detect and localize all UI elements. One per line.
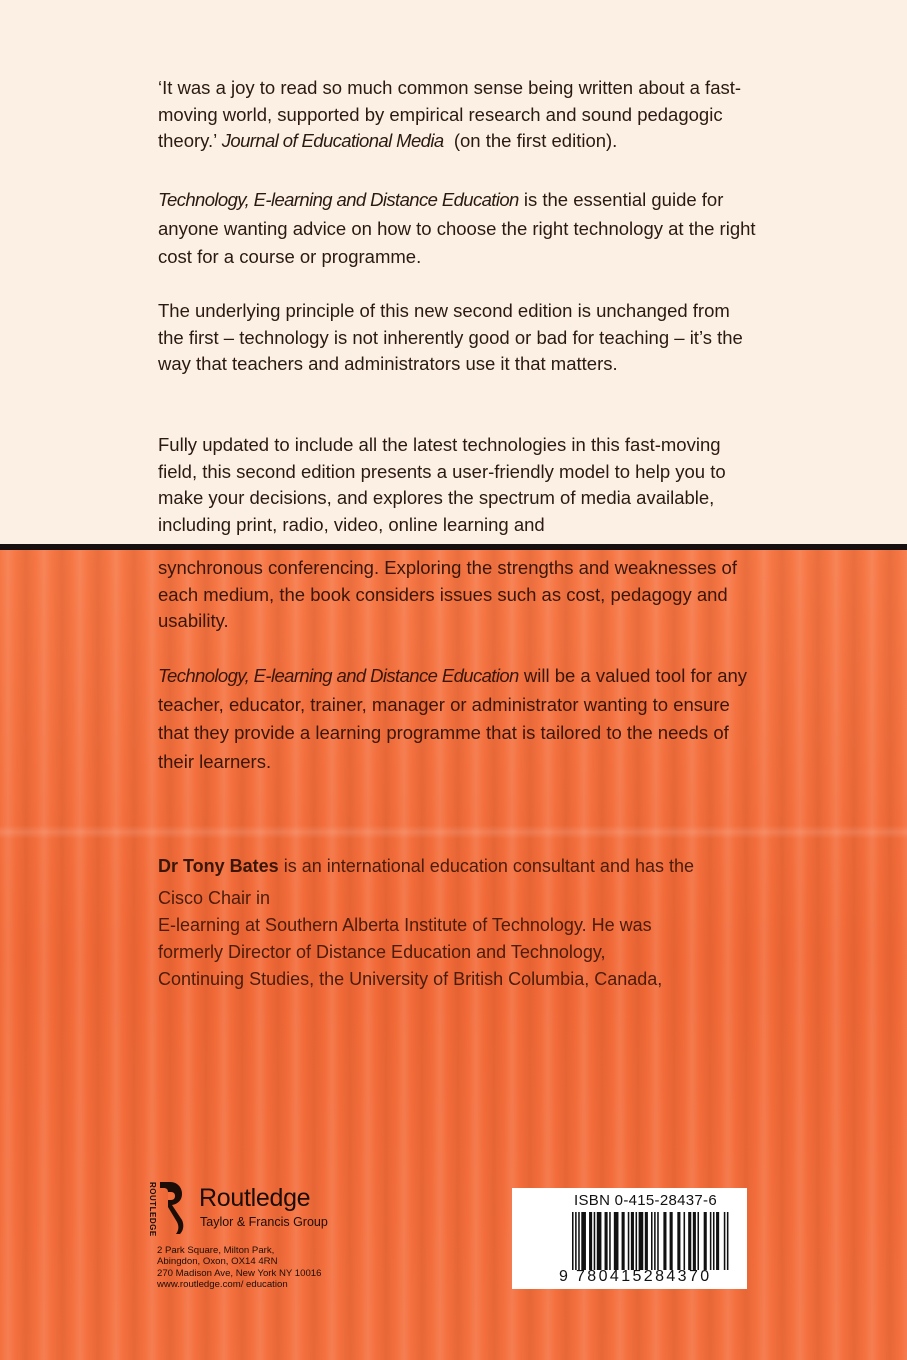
author-line-5: Continuing Studies, the University of British Columbia, Canada, bbox=[158, 969, 663, 989]
address-line: 2 Park Square, Milton Park, bbox=[157, 1245, 275, 1256]
author-line-2: Cisco Chair in bbox=[158, 888, 271, 908]
barcode-bar bbox=[605, 1212, 608, 1270]
closing-paragraph bbox=[158, 662, 758, 776]
barcode-bar bbox=[622, 1212, 625, 1270]
author-line-1: Dr Tony Bates is an international education consultant and has the bbox=[158, 856, 695, 876]
barcode-bar bbox=[688, 1212, 691, 1270]
barcode-bar bbox=[636, 1212, 638, 1270]
barcode-bar bbox=[572, 1212, 574, 1270]
intro-paragraph bbox=[158, 186, 758, 272]
ean-digits: 780415284370 bbox=[576, 1268, 712, 1285]
routledge-logo-icon bbox=[154, 1180, 184, 1236]
barcode-bar bbox=[597, 1212, 602, 1270]
intro-text: is the essential guide for anyone wanting advice on how to choose the right technology at the right cost for a course or programme. bbox=[158, 189, 756, 267]
barcode-bar bbox=[713, 1212, 715, 1270]
barcode-bar bbox=[589, 1212, 592, 1270]
book-title: Technology, E-learning and Distance Education bbox=[158, 189, 519, 210]
barcode-bar bbox=[645, 1212, 648, 1270]
barcode-bar bbox=[677, 1212, 680, 1270]
barcode-bar bbox=[693, 1212, 696, 1270]
barcode-bar bbox=[716, 1212, 719, 1270]
closing-book-title: Technology, E-learning and Distance Education bbox=[158, 665, 519, 686]
barcode-bar bbox=[727, 1212, 729, 1270]
barcode-bar bbox=[663, 1212, 666, 1270]
barcode-icon bbox=[572, 1212, 730, 1270]
barcode-bar bbox=[724, 1212, 726, 1270]
ean-first-digit: 9 bbox=[559, 1268, 568, 1285]
barcode-bar bbox=[639, 1212, 644, 1270]
author-bio bbox=[158, 853, 778, 993]
barcode-bar bbox=[578, 1212, 580, 1270]
publisher-group: Taylor & Francis Group bbox=[200, 1215, 328, 1229]
author-line-4: formerly Director of Distance Education and Technology, bbox=[158, 942, 606, 962]
quote-note: (on the first edition). bbox=[453, 130, 618, 152]
barcode-bar bbox=[697, 1212, 699, 1270]
address-line: 270 Madison Ave, New York NY 10016 bbox=[157, 1267, 322, 1279]
barcode-bar bbox=[654, 1212, 656, 1270]
address-line: Abingdon, Oxon, OX14 4RN bbox=[157, 1256, 278, 1268]
barcode-bar bbox=[628, 1212, 630, 1270]
barcode-bar bbox=[657, 1212, 659, 1270]
publisher-address bbox=[157, 1245, 321, 1290]
closing-text: will be a valued tool for any teacher, educator, trainer, manager or administrator wanting to ensure that they provide a learning programme that is tailored to the needs of their learners. bbox=[158, 665, 748, 772]
barcode-bar bbox=[594, 1212, 596, 1270]
barcode-bar bbox=[575, 1212, 577, 1270]
barcode-bar bbox=[581, 1212, 586, 1270]
barcode-bar bbox=[704, 1212, 707, 1270]
author-line-3: E-learning at Southern Alberta Institute of Technology. He was bbox=[158, 915, 652, 935]
features-paragraph-top: Fully updated to include all the latest technologies in this fast-moving field, this second edition presents a user-friendly model to help you to make your decisions, and explores the spectrum of media available, including print, radio, video, online learning and bbox=[158, 434, 726, 536]
quote-text: ‘It was a joy to read so much common sense being written about a fast-moving world, supported by empirical research and sound pedagogic theory.’ bbox=[158, 77, 742, 152]
author-name: Dr Tony Bates bbox=[158, 856, 279, 876]
quote-source: Journal of Educational Media bbox=[221, 130, 444, 152]
barcode-bar bbox=[609, 1212, 611, 1270]
barcode-bar bbox=[670, 1212, 673, 1270]
publisher-vertical-text: ROUTLEDGE bbox=[148, 1182, 157, 1237]
barcode-bar bbox=[651, 1212, 653, 1270]
review-quote bbox=[158, 75, 758, 155]
features-paragraph-bottom: synchronous conferencing. Exploring the strengths and weaknesses of each medium, the book considers issues such as cost, pedagogy and usability. bbox=[158, 557, 737, 632]
publisher-website: www.routledge.com/ education bbox=[157, 1278, 288, 1290]
publisher-name: Routledge bbox=[199, 1184, 311, 1212]
barcode-bar bbox=[614, 1212, 619, 1270]
principle-paragraph: The underlying principle of this new second edition is unchanged from the first – technology is not inherently good or bad for teaching – it’s the way that teachers and administrators use it that matters. bbox=[158, 300, 743, 375]
barcode-bar bbox=[710, 1212, 712, 1270]
barcode-bar bbox=[631, 1212, 634, 1270]
isbn-number: ISBN 0-415-28437-6 bbox=[574, 1192, 717, 1209]
barcode-box bbox=[512, 1188, 747, 1289]
barcode-bar bbox=[684, 1212, 686, 1270]
